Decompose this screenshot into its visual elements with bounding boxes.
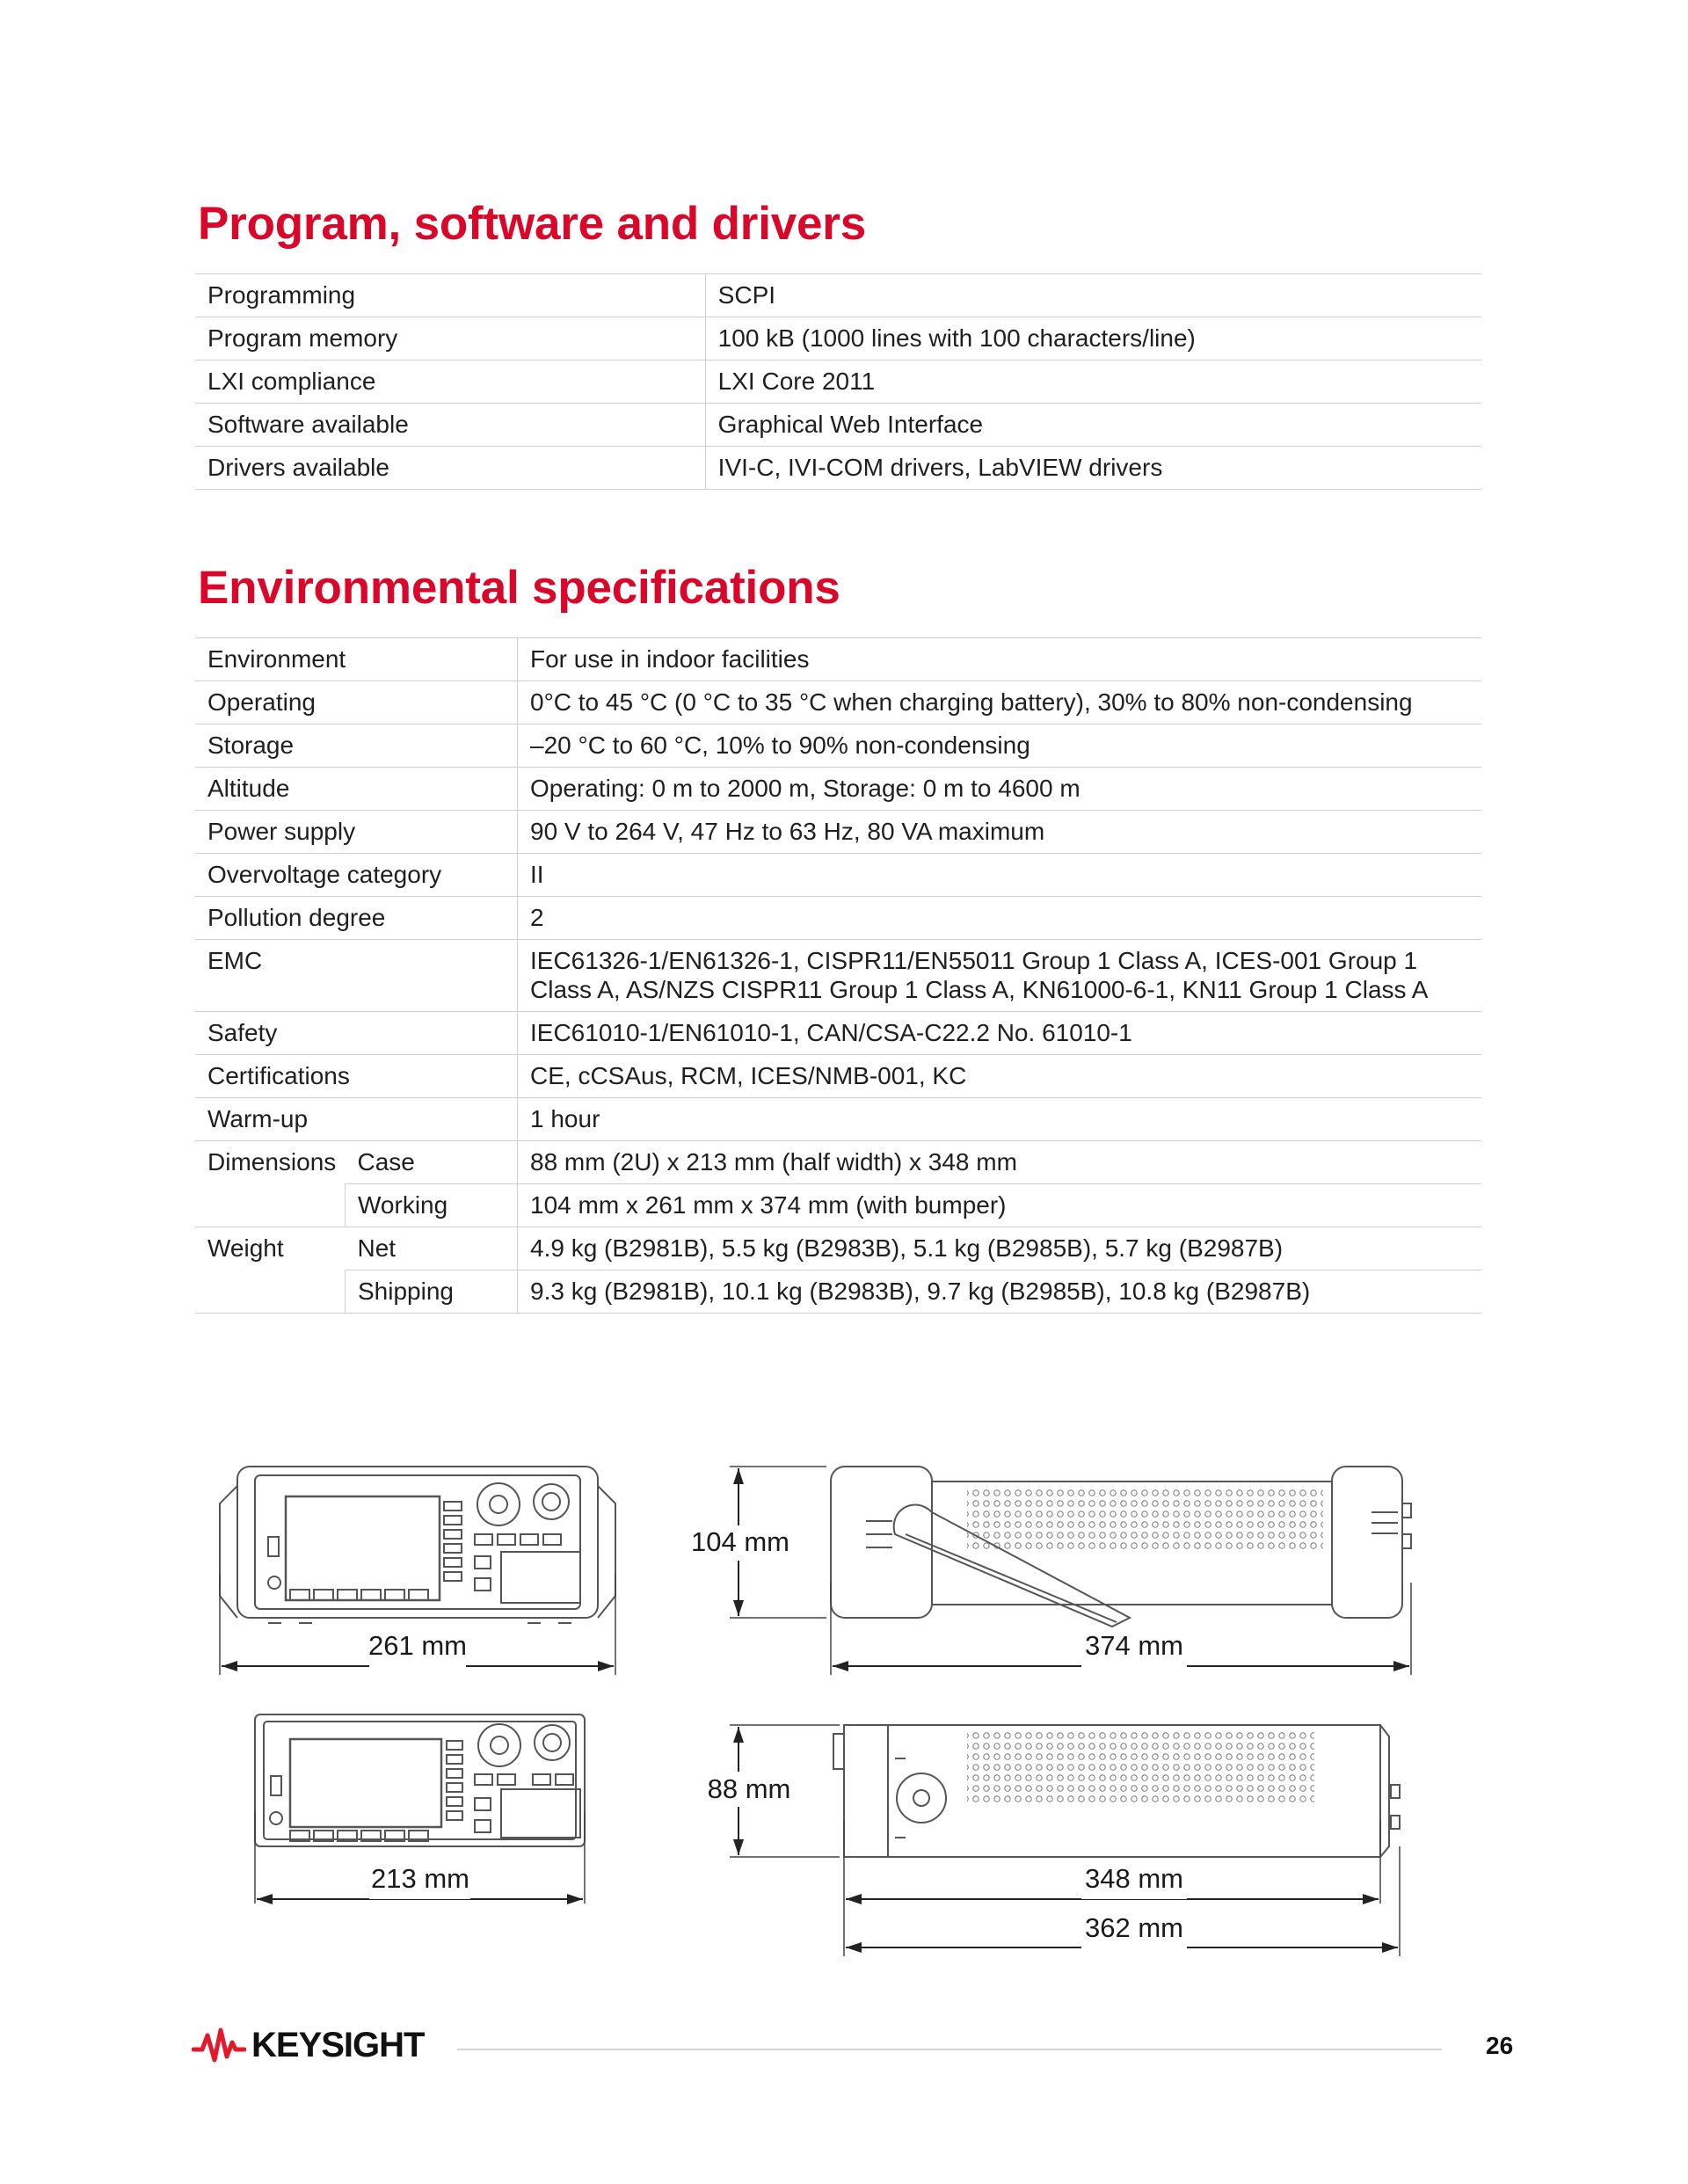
row-label: Storage <box>195 724 518 768</box>
brand-name: KEYSIGHT <box>251 2025 425 2064</box>
emc-line-2: Class A, AS/NZS CISPR11 Group 1 Class A, KN61000-6-1, KN11 Group 1 Class A <box>530 976 1429 1003</box>
row-value: LXI Core 2011 <box>705 360 1481 404</box>
row-label: Warm-up <box>195 1098 518 1141</box>
keysight-logo <box>192 2025 424 2065</box>
front-view-with-bumper <box>220 1467 615 1623</box>
row-label: Program memory <box>195 317 705 360</box>
row-value: 2 <box>518 897 1482 940</box>
front-view <box>255 1714 585 1846</box>
row-label: Environment <box>195 638 518 681</box>
row-label: EMC <box>195 940 518 1012</box>
row-value: IEC61010-1/EN61010-1, CAN/CSA-C22.2 No. 61010-1 <box>518 1012 1482 1055</box>
label-374mm: 374 mm <box>1085 1630 1183 1661</box>
row-label: Programming <box>195 274 705 317</box>
row-label: Altitude <box>195 768 518 811</box>
footer-divider <box>457 2049 1442 2050</box>
row-value: –20 °C to 60 °C, 10% to 90% non-condensing <box>518 724 1482 768</box>
dimensions-label: Dimensions <box>195 1141 346 1184</box>
row-value: 90 V to 264 V, 47 Hz to 63 Hz, 80 VA maximum <box>518 811 1482 854</box>
label-104mm: 104 mm <box>691 1526 789 1557</box>
row-label: Software available <box>195 404 705 447</box>
row-label: Power supply <box>195 811 518 854</box>
label-261mm: 261 mm <box>368 1630 467 1661</box>
row-value: Operating: 0 m to 2000 m, Storage: 0 m to 4600 m <box>518 768 1482 811</box>
net-value: 4.9 kg (B2981B), 5.5 kg (B2983B), 5.1 kg (B2985B), 5.7 kg (B2987B) <box>518 1227 1482 1270</box>
side-bumper-height-dimension <box>691 1467 826 1618</box>
label-88mm: 88 mm <box>707 1773 791 1804</box>
row-label: Certifications <box>195 1055 518 1098</box>
row-label: Drivers available <box>195 447 705 490</box>
net-label: Net <box>346 1227 518 1270</box>
section-title-environmental: Environmental specifications <box>198 562 840 614</box>
shipping-value: 9.3 kg (B2981B), 10.1 kg (B2983B), 9.7 kg (B2985B), 10.8 kg (B2987B) <box>518 1270 1482 1314</box>
side-view <box>833 1725 1400 1857</box>
row-value: For use in indoor facilities <box>518 638 1482 681</box>
side-view-with-bumper <box>831 1467 1411 1627</box>
keysight-wave-icon <box>192 2025 246 2065</box>
label-213mm: 213 mm <box>371 1863 469 1894</box>
front-width-dimension <box>255 1811 585 1904</box>
section-title-program: Program, software and drivers <box>198 198 867 250</box>
shipping-label: Shipping <box>346 1270 518 1314</box>
row-label: LXI compliance <box>195 360 705 404</box>
row-value: CE, cCSAus, RCM, ICES/NMB-001, KC <box>518 1055 1482 1098</box>
working-value: 104 mm x 261 mm x 374 mm (with bumper) <box>518 1184 1482 1227</box>
row-value: 0°C to 45 °C (0 °C to 35 °C when charging battery), 30% to 80% non-condensing <box>518 681 1482 724</box>
row-value: IVI-C, IVI-COM drivers, LabVIEW drivers <box>705 447 1481 490</box>
row-value: 1 hour <box>518 1098 1482 1141</box>
row-label: Pollution degree <box>195 897 518 940</box>
case-label: Case <box>346 1141 518 1184</box>
row-value: SCPI <box>705 274 1481 317</box>
label-348mm: 348 mm <box>1085 1863 1183 1894</box>
weight-label: Weight <box>195 1227 346 1270</box>
working-label: Working <box>346 1184 518 1227</box>
row-label: Safety <box>195 1012 518 1055</box>
side-height-dimension <box>703 1725 840 1857</box>
side-bumper-length-dimension <box>831 1583 1411 1675</box>
row-value: 100 kB (1000 lines with 100 characters/line) <box>705 317 1481 360</box>
label-362mm: 362 mm <box>1085 1912 1183 1943</box>
case-value: 88 mm (2U) x 213 mm (half width) x 348 mm <box>518 1141 1482 1184</box>
row-label: Overvoltage category <box>195 854 518 897</box>
emc-line-1: IEC61326-1/EN61326-1, CISPR11/EN55011 Group 1 Class A, ICES-001 Group 1 <box>530 947 1418 974</box>
row-label: Operating <box>195 681 518 724</box>
row-value: II <box>518 854 1482 897</box>
page-number: 26 <box>1486 2032 1514 2059</box>
row-value: Graphical Web Interface <box>705 404 1481 447</box>
